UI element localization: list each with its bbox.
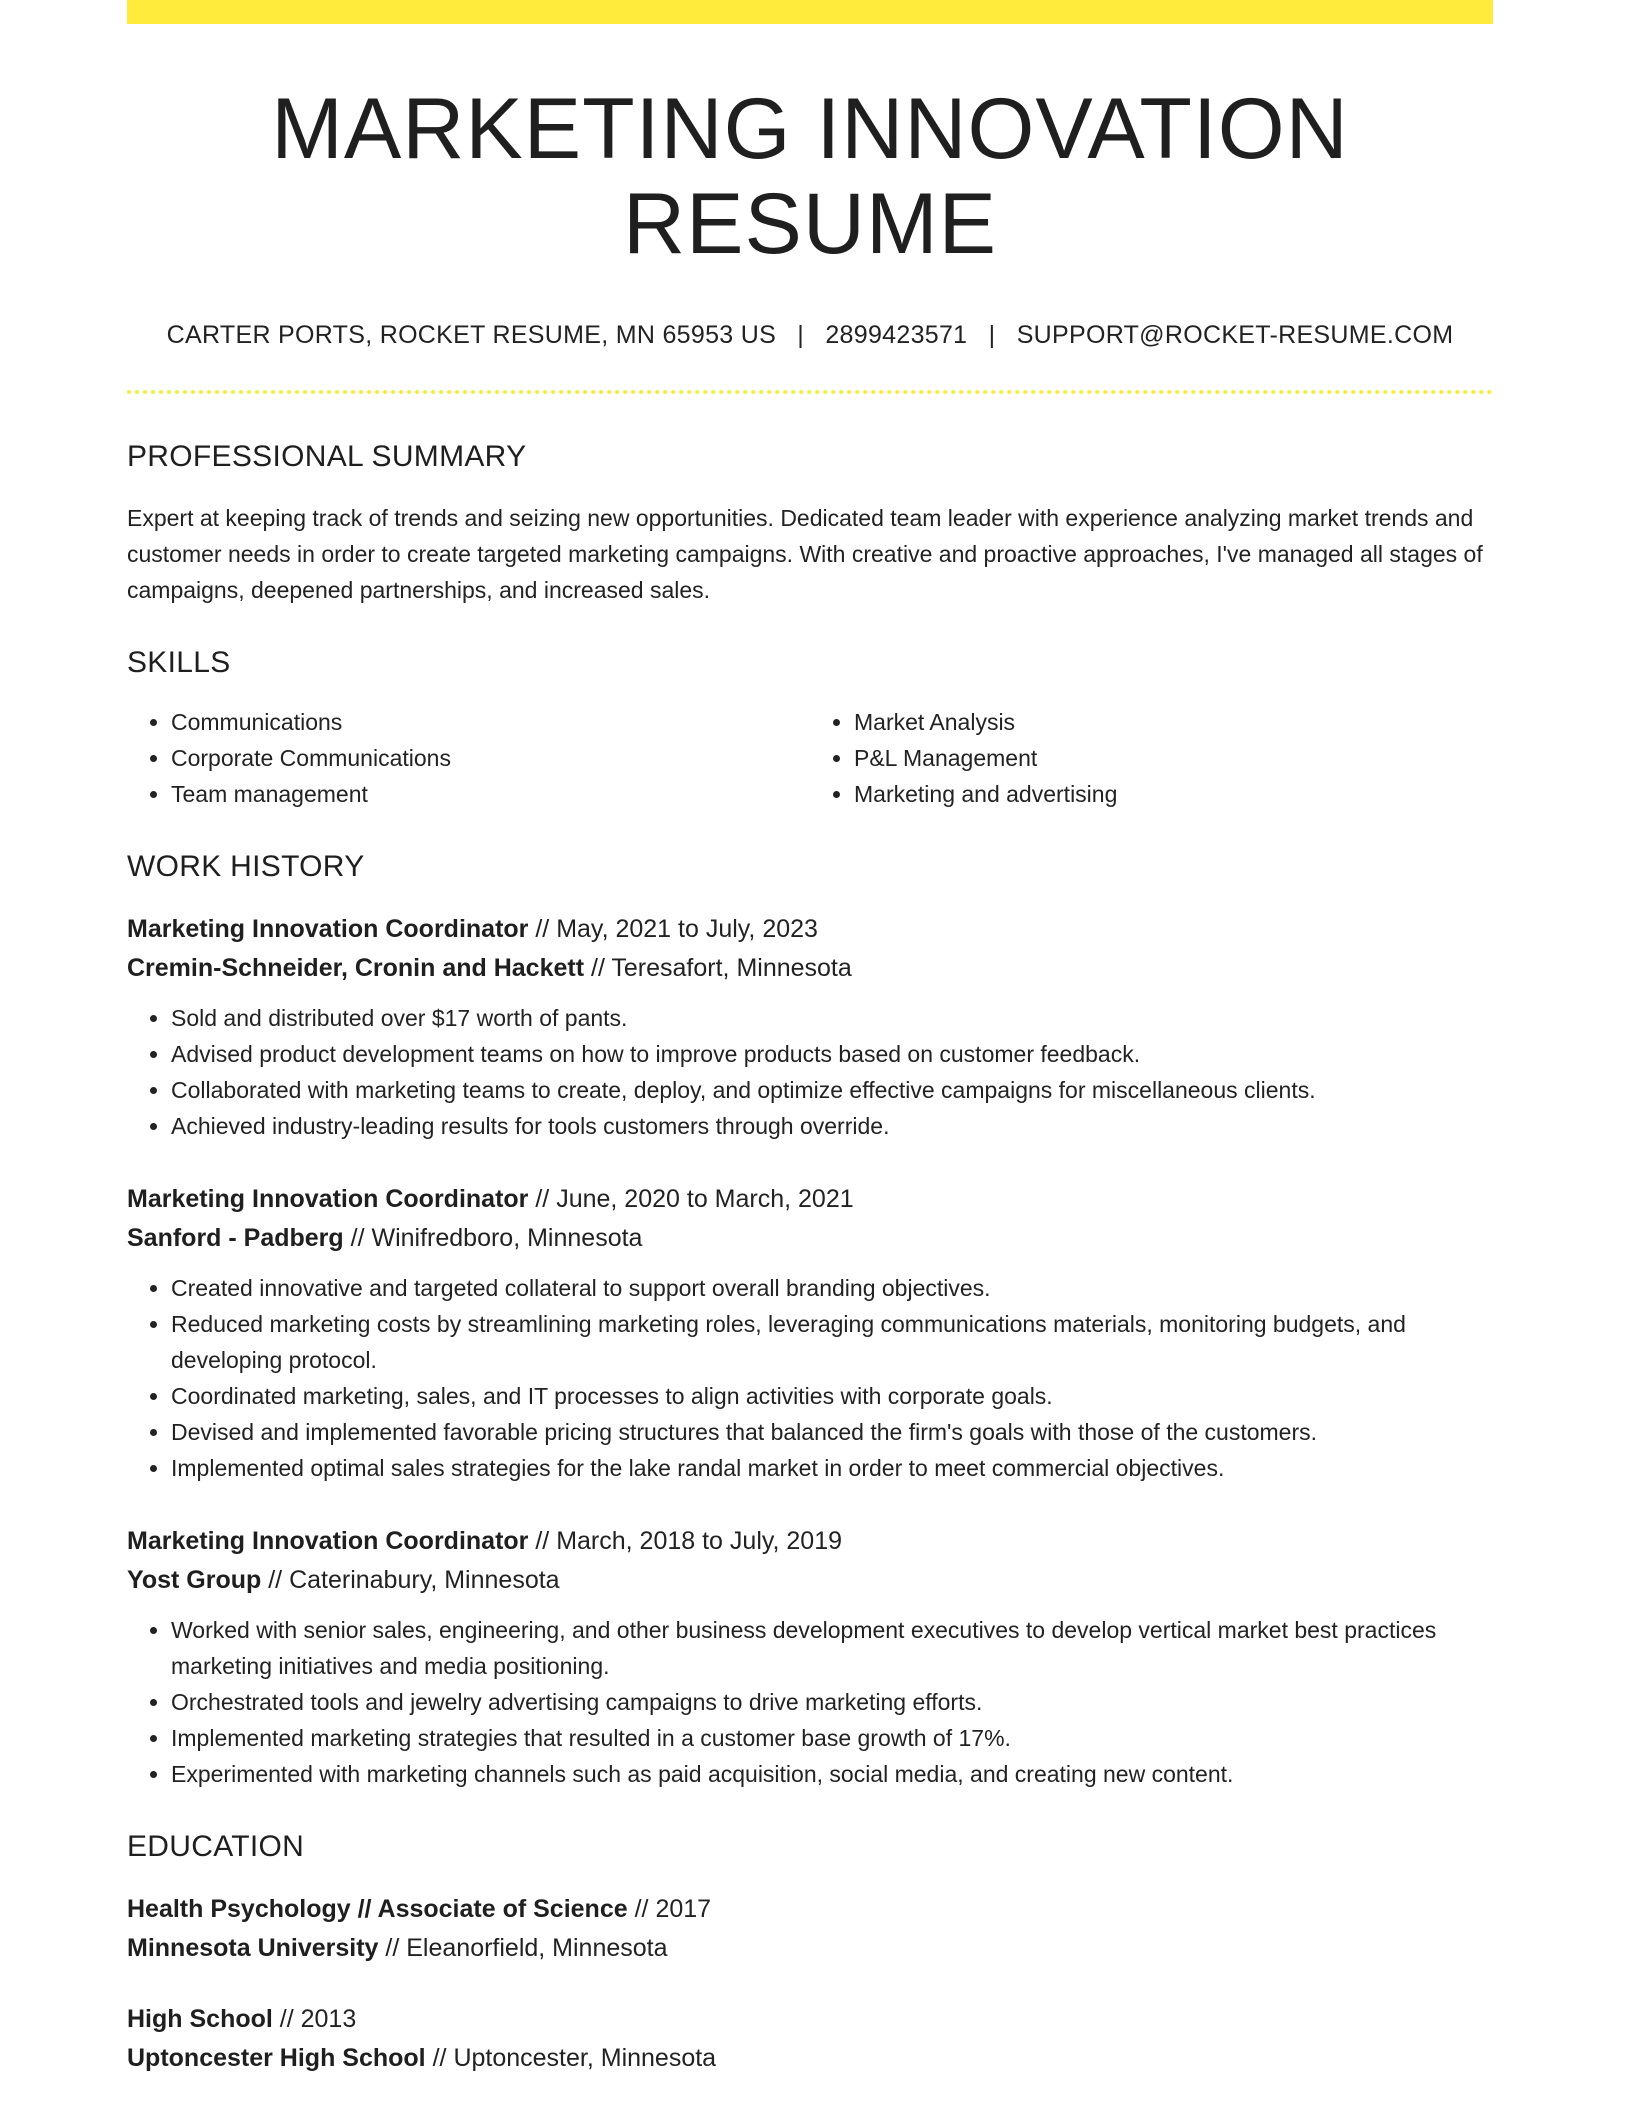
job-bullet: • Sold and distributed over $17 worth of pants. [171,1000,1493,1036]
education-separator: // [378,1934,407,1963]
job-bullet: • Implemented marketing strategies that resulted in a customer base growth of 17%. [171,1720,1493,1756]
job-separator: // [343,1224,372,1253]
education-location: Eleanorfield, Minnesota [406,1934,668,1963]
job-bullet: • Devised and implemented favorable pricing structures that balanced the firm's goals with those of the customers. [171,1414,1493,1450]
job-company: Cremin-Schneider, Cronin and Hackett [127,954,585,983]
job-entry [127,1180,1493,1486]
education-year: 2013 [300,2005,357,2034]
resume-title: MARKETING INNOVATION RESUME [271,81,1349,272]
job-bullet: • Worked with senior sales, engineering, and other business development executives to develop vertical market best practices marketing initiatives and media positioning. [171,1612,1493,1684]
job-location: Teresafort, Minnesota [611,954,852,983]
education-separator: // [627,1895,656,1924]
job-bullet: • Advised product development teams on how to improve products based on customer feedback. [171,1036,1493,1072]
job-bullet: • Experimented with marketing channels such as paid acquisition, social media, and creating new content. [171,1756,1493,1792]
job-separator: // [584,954,612,983]
job-dates: May, 2021 to July, 2023 [556,915,818,944]
contact-email[interactable]: SUPPORT@ROCKET-RESUME.COM [1016,321,1454,350]
job-bullet: • Orchestrated tools and jewelry advertising campaigns to drive marketing efforts. [171,1684,1493,1720]
skills-column-left [127,704,810,812]
job-dates: June, 2020 to March, 2021 [556,1185,854,1214]
job-company-line [127,1219,1493,1258]
skill-item: • Team management [171,776,810,812]
education-degree-line [127,2000,1493,2039]
summary-heading: PROFESSIONAL SUMMARY [127,440,527,474]
education-heading: EDUCATION [127,1830,305,1864]
summary-text: Expert at keeping track of trends and seizing new opportunities. Dedicated team leader with experience analyzing market trends and customer needs in order to create targeted marketing campaigns. With creative and proactive approaches, I've managed all stages of campaigns, deepened partnerships, and increased sales. [127,505,1483,604]
skill-item: • P&L Management [854,740,1493,776]
job-bullet: • Coordinated marketing, sales, and IT processes to align activities with corporate goals. [171,1378,1493,1414]
job-separator: // [528,1185,557,1214]
accent-top-bar [127,0,1493,24]
job-bullets [127,1612,1493,1792]
job-bullet: • Collaborated with marketing teams to create, deploy, and optimize effective campaigns for miscellaneous clients. [171,1072,1493,1108]
job-company-line [127,949,1493,988]
job-separator: // [528,1527,557,1556]
education-school-line [127,2039,1493,2078]
skills-column-right [810,704,1493,812]
skill-item: • Marketing and advertising [854,776,1493,812]
job-location: Winifredboro, Minnesota [371,1224,643,1253]
skills-right-list [810,704,1493,812]
education-degree: Health Psychology // Associate of Science [127,1895,628,1924]
education-separator: // [425,2044,454,2073]
skills-left-list [127,704,810,812]
education-school: Minnesota University [127,1934,379,1963]
skill-item: • Market Analysis [854,704,1493,740]
contact-separator: | [797,321,805,350]
education-location: Uptoncester, Minnesota [453,2044,717,2073]
job-entry [127,1522,1493,1792]
job-title-line [127,1180,1493,1219]
job-title: Marketing Innovation Coordinator [127,1185,529,1214]
job-bullets [127,1270,1493,1486]
work-history-heading: WORK HISTORY [127,850,365,884]
contact-address: CARTER PORTS, ROCKET RESUME, MN 65953 US [166,321,777,350]
education-school: Uptoncester High School [127,2044,426,2073]
job-bullet: • Created innovative and targeted collateral to support overall branding objectives. [171,1270,1493,1306]
job-company-line [127,1561,1493,1600]
skill-item: • Corporate Communications [171,740,810,776]
job-separator: // [261,1566,290,1595]
education-entry [127,2000,1493,2078]
job-location: Caterinabury, Minnesota [289,1566,560,1595]
contact-separator: | [988,321,996,350]
job-separator: // [528,915,557,944]
job-dates: March, 2018 to July, 2019 [556,1527,843,1556]
education-degree-line [127,1890,1493,1929]
education-year: 2017 [655,1895,712,1924]
resume-page [127,0,1493,2078]
job-title: Marketing Innovation Coordinator [127,915,529,944]
job-bullet: • Reduced marketing costs by streamlining marketing roles, leveraging communications materials, monitoring budgets, and developing protocol. [171,1306,1493,1378]
job-bullet: • Implemented optimal sales strategies for the lake randal market in order to meet commercial objectives. [171,1450,1493,1486]
education-degree: High School [127,2005,273,2034]
dotted-divider [127,390,1493,394]
education-school-line [127,1929,1493,1968]
job-title-line [127,910,1493,949]
education-separator: // [272,2005,301,2034]
skills-list [127,704,1493,812]
contact-phone[interactable]: 2899423571 [825,321,968,350]
job-title: Marketing Innovation Coordinator [127,1527,529,1556]
skill-item: • Communications [171,704,810,740]
education-entry [127,1890,1493,1968]
job-entry [127,910,1493,1144]
skills-heading: SKILLS [127,646,231,680]
contact-line [127,321,1493,350]
job-title-line [127,1522,1493,1561]
job-bullets [127,1000,1493,1144]
job-company: Sanford - Padberg [127,1224,344,1253]
job-bullet: • Achieved industry-leading results for tools customers through override. [171,1108,1493,1144]
job-company: Yost Group [127,1566,262,1595]
